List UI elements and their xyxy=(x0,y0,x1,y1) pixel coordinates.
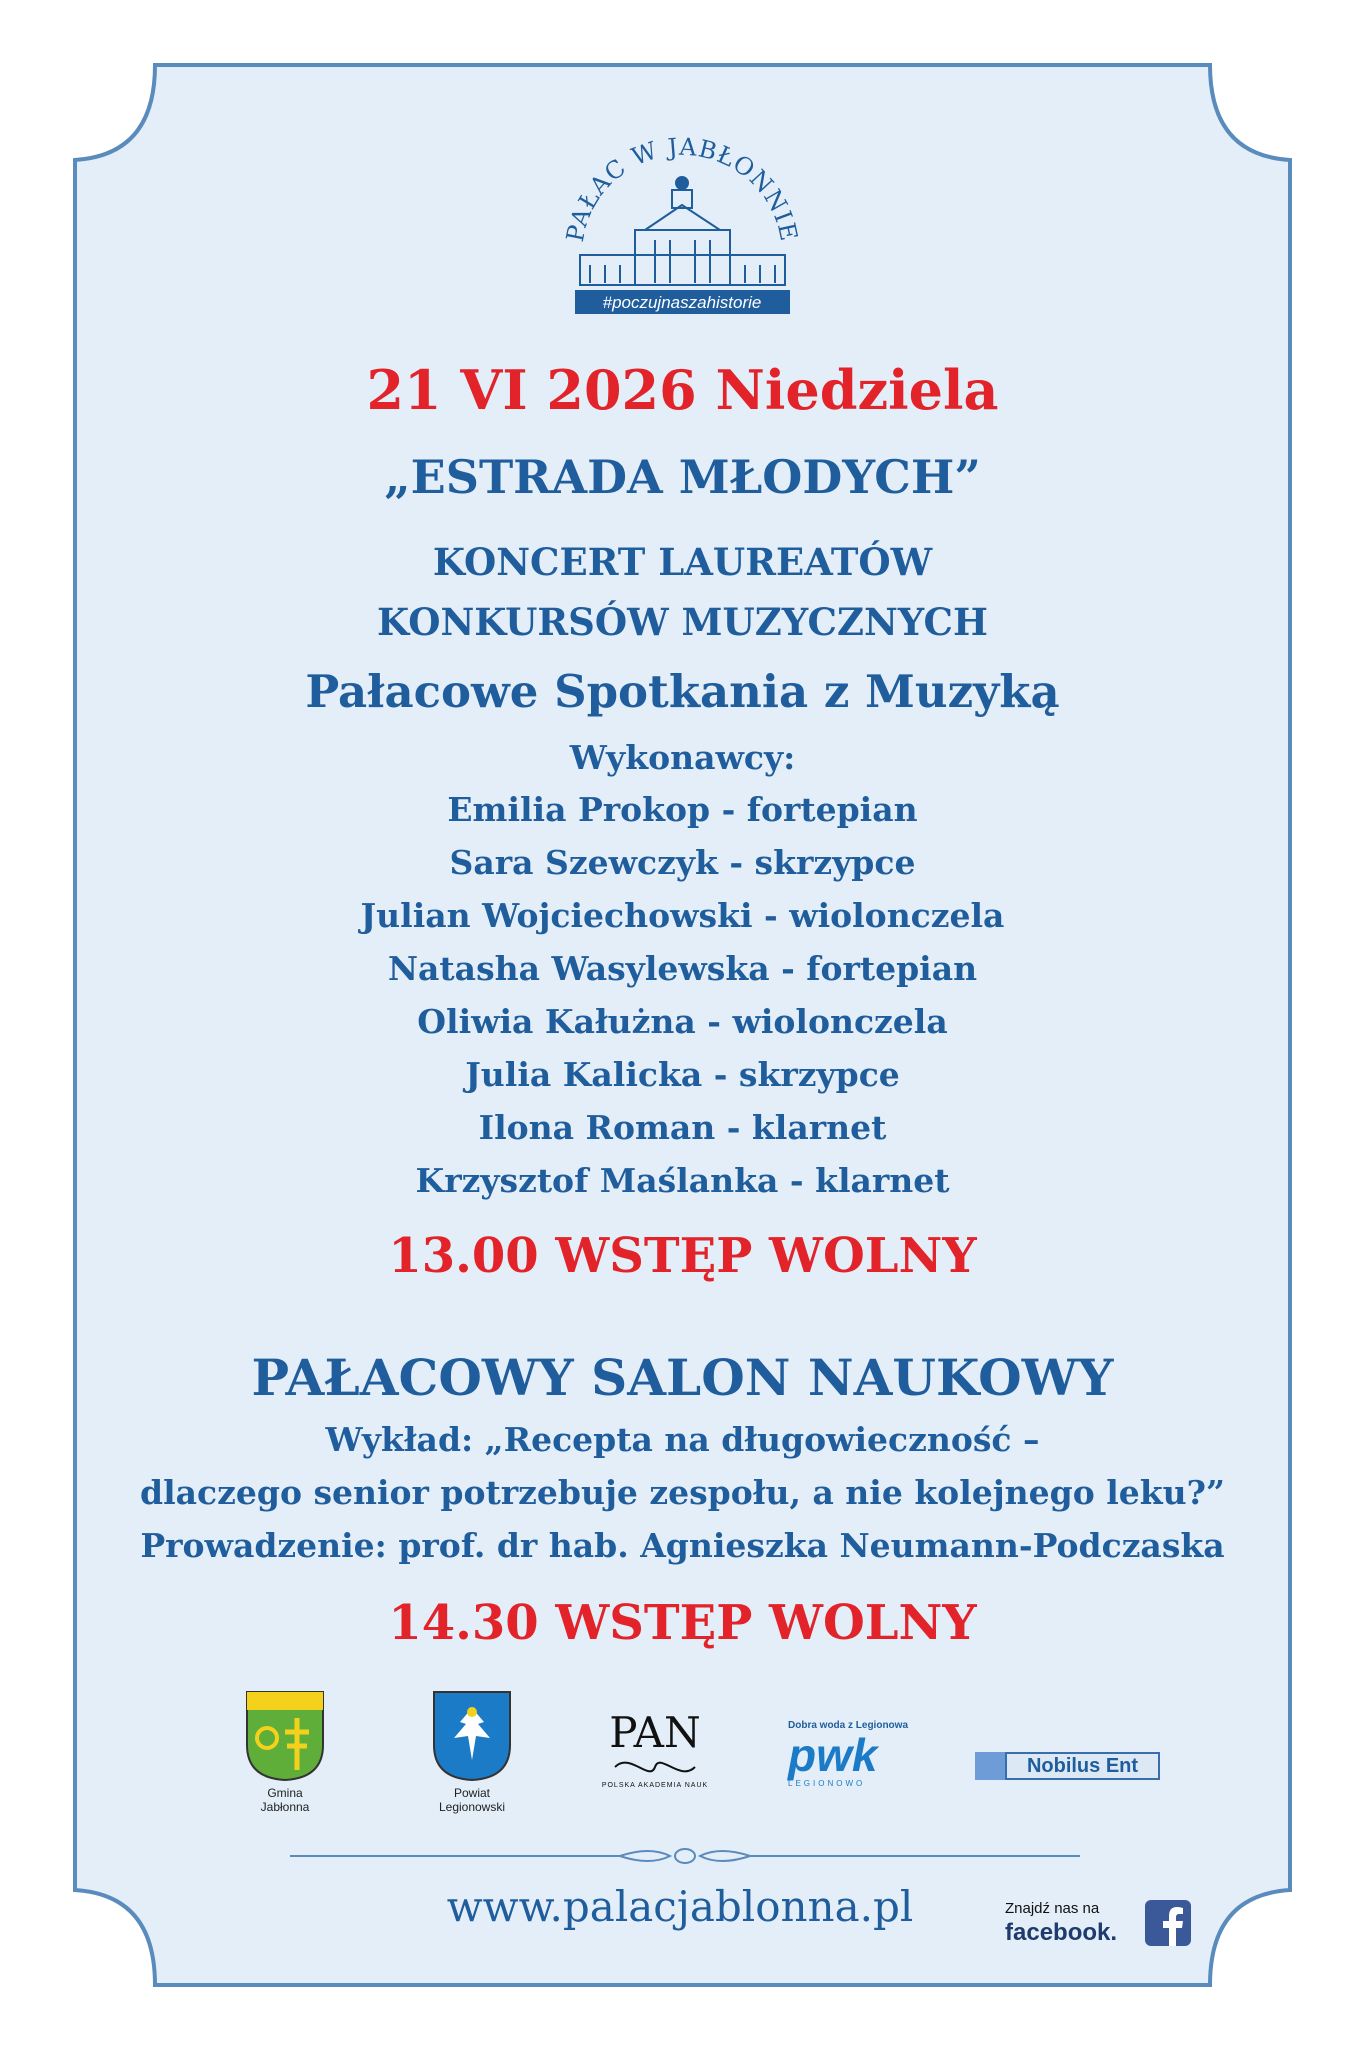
salon-title: PAŁACOWY SALON NAUKOWY xyxy=(251,1348,1114,1407)
performer-item: Ilona Roman - klarnet xyxy=(478,1108,887,1147)
event-time: 13.00 WSTĘP WOLNY xyxy=(388,1228,977,1284)
pan-infinity-icon xyxy=(605,1756,705,1778)
facebook-icon xyxy=(1145,1900,1191,1946)
event-date: 21 VI 2026 Niedziela xyxy=(366,358,999,422)
logo-hashtag: #poczujnaszahistorie xyxy=(602,293,762,312)
pan-sub: POLSKA AKADEMIA NAUK xyxy=(601,1782,709,1789)
pan-logo xyxy=(600,1710,710,1789)
performer-item: Julia Kalicka - skrzypce xyxy=(465,1055,900,1094)
performer-item: Oliwia Kałużna - wiolonczela xyxy=(417,1002,948,1041)
gmina-jablonna-logo xyxy=(245,1690,335,1814)
palace-icon xyxy=(560,135,805,320)
facebook-find-text: Znajdź nas na xyxy=(1005,1900,1100,1917)
nobilus-logo xyxy=(975,1752,1160,1780)
nobilus-text: Nobilus Ent xyxy=(1007,1754,1158,1778)
performers-heading: Wykonawcy: xyxy=(569,738,796,777)
logo-arc-text: PAŁAC W JABŁONNIE xyxy=(560,135,804,245)
facebook-brand: facebook. xyxy=(1005,1919,1118,1946)
event-subtitle-1: KONCERT LAUREATÓW xyxy=(432,540,933,584)
performer-item: Emilia Prokop - fortepian xyxy=(447,790,918,829)
gmina-crest-icon xyxy=(245,1690,325,1782)
pwk-tagline: Dobra woda z Legionowa xyxy=(788,1720,909,1731)
performer-item: Krzysztof Maślanka - klarnet xyxy=(415,1161,950,1200)
performer-item: Natasha Wasylewska - fortepian xyxy=(387,949,978,988)
powiat-crest-icon xyxy=(432,1690,512,1782)
salon-time: 14.30 WSTĘP WOLNY xyxy=(388,1595,977,1651)
palace-logo xyxy=(560,135,805,320)
pwk-text: pwk xyxy=(788,1729,878,1781)
pwk-logo xyxy=(788,1720,918,1788)
performer-item: Sara Szewczyk - skrzypce xyxy=(449,843,916,882)
performer-item: Julian Wojciechowski - wiolonczela xyxy=(360,896,1005,935)
ornamental-divider xyxy=(290,1844,1080,1868)
pwk-sub: LEGIONOWO xyxy=(788,1779,866,1788)
website-link[interactable]: www.palacjablonna.pl xyxy=(446,1882,914,1931)
event-subtitle-2: KONKURSÓW MUZYCZNYCH xyxy=(377,600,988,644)
salon-line-3: Prowadzenie: prof. dr hab. Agnieszka Neumann-Podczaska xyxy=(140,1526,1225,1565)
powiat-label: Powiat Legionowski xyxy=(438,1786,506,1814)
pan-text: PAN xyxy=(609,1708,701,1757)
salon-line-1: Wykład: „Recepta na długowieczność – xyxy=(325,1420,1040,1459)
gmina-label: Gmina Jabłonna xyxy=(260,1786,310,1814)
facebook-badge[interactable] xyxy=(1005,1900,1185,1947)
salon-line-2: dlaczego senior potrzebuje zespołu, a nie kolejnego leku?” xyxy=(140,1473,1225,1512)
event-series: Pałacowe Spotkania z Muzyką xyxy=(305,665,1060,718)
powiat-legionowski-logo xyxy=(432,1690,522,1814)
event-title: „ESTRADA MŁODYCH” xyxy=(384,450,981,504)
